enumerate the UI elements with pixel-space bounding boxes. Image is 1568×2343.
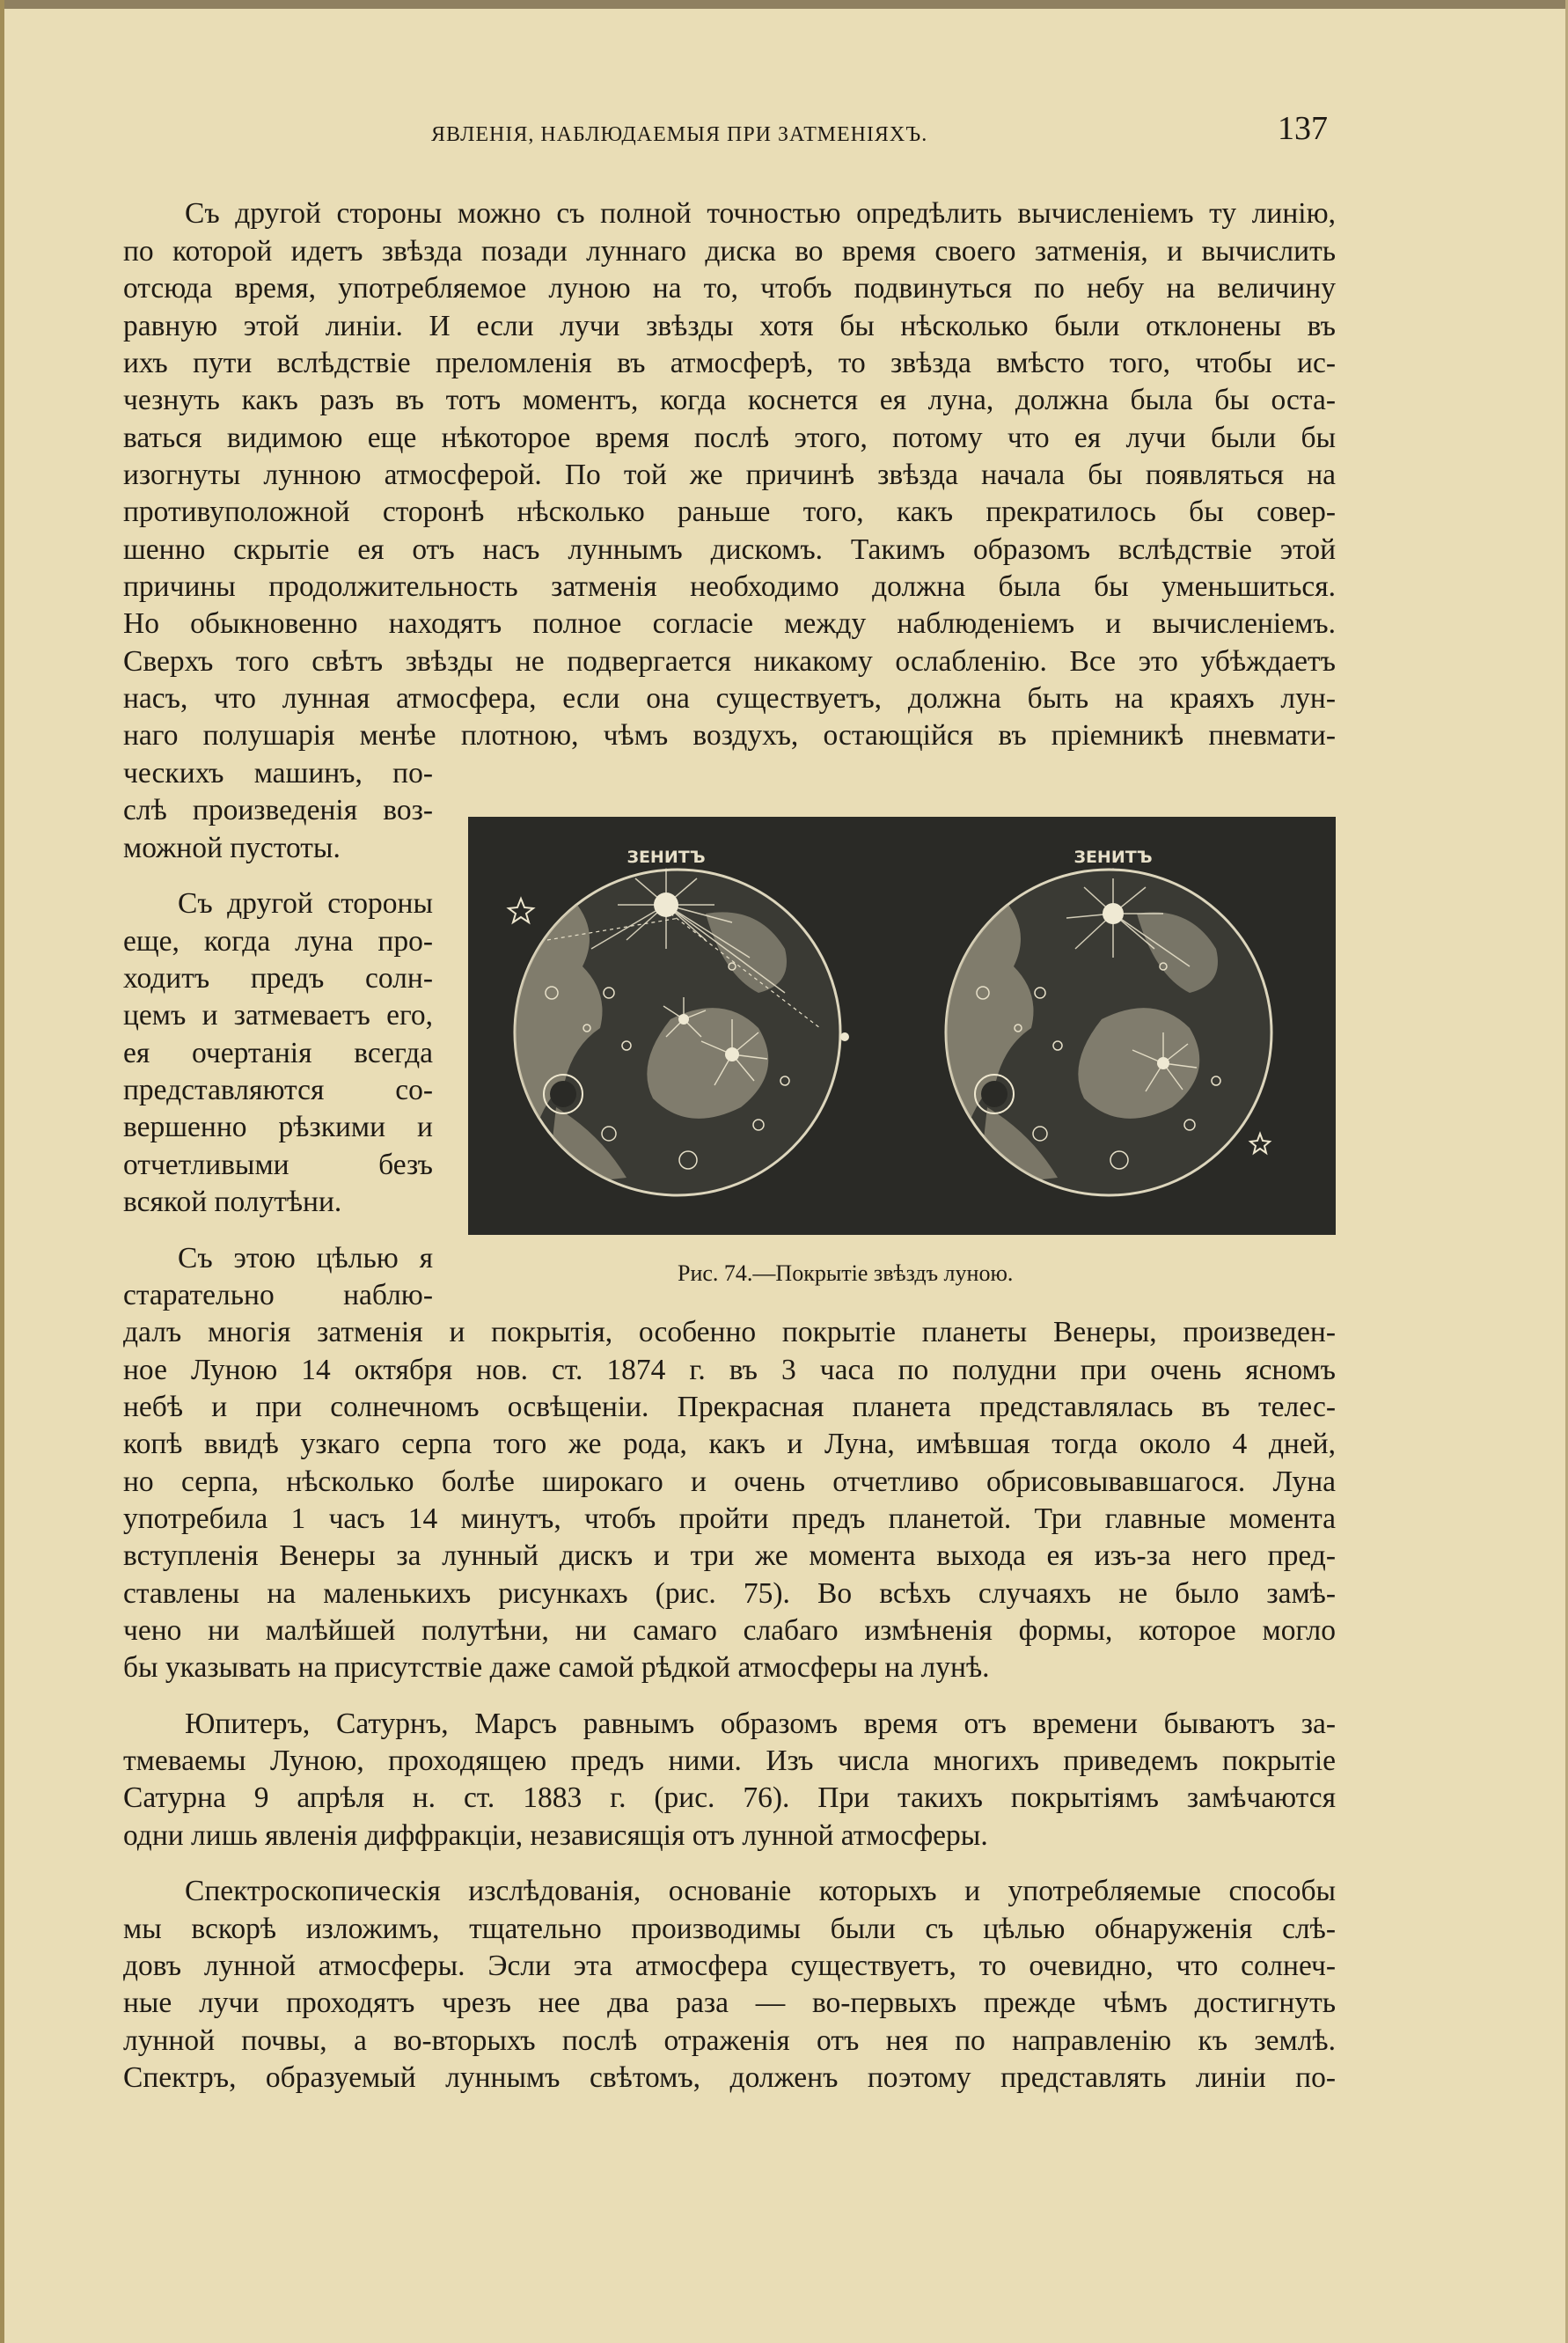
text-line: ея очертанія всегда (123, 1037, 433, 1069)
text-line: вступленія Венеры за лунный дискъ и три же момента выхода ея изъ-за него пред- (123, 1539, 1336, 1572)
text-line: слѣ произведенія воз- (123, 794, 433, 826)
text-line: ные лучи проходятъ чрезъ нее два раза — во-первыхъ прежде чѣмъ достигнуть (123, 1987, 1336, 2019)
page-edge-left (0, 0, 4, 2343)
text-line: чено ни малѣйшей полутѣни, ни самаго слабаго измѣненія формы, которое могло (123, 1614, 1336, 1647)
running-head: ЯВЛЕНІЯ, НАБЛЮДАЕМЫЯ ПРИ ЗАТМЕНІЯХЪ. (431, 123, 928, 146)
text-line: лунной почвы, а во-вторыхъ послѣ отраженія отъ нея по направленію къ землѣ. (123, 2024, 1336, 2057)
text-line: чезнуть какъ разъ въ тотъ моментъ, когда коснется ея луна, должна была бы оста- (123, 384, 1336, 416)
text-line: небѣ и при солнечномъ освѣщеніи. Прекрасная планета представлялась въ телес- (123, 1391, 1336, 1423)
text-line: всякой полутѣни. (123, 1186, 342, 1218)
text-line: далъ многія затменія и покрытія, особенно покрытіе планеты Венеры, произведен- (123, 1316, 1336, 1348)
text-line: одни лишь явленія диффракціи, независящія отъ лунной атмосферы. (123, 1819, 988, 1852)
text-line: равную этой линіи. И если лучи звѣзды хотя бы нѣсколько были отклонены въ (123, 310, 1336, 342)
text-line: цемъ и затмеваетъ его, (123, 999, 433, 1032)
text-line: копѣ ввидѣ узкаго серпа того же рода, какъ и Луна, имѣвшая тогда около 4 дней, (123, 1428, 1336, 1460)
page-number: 137 (1278, 110, 1328, 147)
text-line: Сатурна 9 апрѣля н. ст. 1883 г. (рис. 76). При такихъ покрытіямъ замѣчаются (123, 1781, 1336, 1814)
text-line: Сверхъ того свѣтъ звѣзды не подвергается никакому ослабленію. Все это убѣждаетъ (123, 645, 1336, 678)
text-line: довъ лунной атмосферы. Эсли эта атмосфера существуетъ, то очевидно, что солнеч- (123, 1950, 1336, 1982)
text-line: шенно скрытіе ея отъ насъ луннымъ дискомъ. Такимъ образомъ вслѣдствіе этой (123, 533, 1336, 566)
text-line: противуположной сторонѣ нѣсколько раньше того, какъ прекратилось бы совер- (123, 496, 1336, 528)
text-line: можной пустоты. (123, 832, 341, 864)
text-line: ходитъ предъ солн- (123, 962, 433, 995)
text-line: ческихъ машинъ, по- (123, 757, 433, 790)
text-line: Но обыкновенно находятъ полное согласіе между наблюденіемъ и вычисленіемъ. (123, 607, 1336, 640)
text-line: Юпитеръ, Сатурнъ, Марсъ равнымъ образомъ время отъ времени бываютъ за- (185, 1708, 1336, 1740)
figure-74-occultation (468, 817, 1336, 1235)
text-line: Съ другой стороны можно съ полной точностью опредѣлить вычисленіемъ ту линію, (185, 197, 1336, 230)
text-line: ставлены на маленькихъ рисункахъ (рис. 75). Во всѣхъ случаяхъ не было замѣ- (123, 1577, 1336, 1610)
text-line: тмеваемы Луною, проходящею предъ ними. Изъ числа многихъ приведемъ покрытіе (123, 1744, 1336, 1777)
text-line: ваться видимою еще нѣкоторое время послѣ этого, потому что ея лучи были бы (123, 422, 1336, 454)
text-line: бы указывать на присутствіе даже самой рѣдкой атмосферы на лунѣ. (123, 1651, 990, 1684)
text-line: еще, когда луна про- (123, 925, 433, 958)
text-line: Спектроскопическія изслѣдованія, основаніе которыхъ и употребляемые способы (185, 1875, 1336, 1907)
text-line: ное Луною 14 октября нов. ст. 1874 г. въ 3 часа по полудни при очень ясномъ (123, 1354, 1336, 1386)
text-line: отсюда время, употребляемое луною на то, чтобъ подвинуться по небу на величину (123, 272, 1336, 305)
text-line: Съ этою цѣлью я (178, 1242, 433, 1274)
text-line: причины продолжительность затменія необходимо должна была бы уменьшиться. (123, 570, 1336, 603)
figure-caption: Рис. 74.—Покрытіе звѣздъ луною. (678, 1260, 1014, 1286)
figure-74-drawing (468, 817, 1336, 1235)
text-line: ихъ пути вслѣдствіе преломленія въ атмосферѣ, то звѣзда вмѣсто того, чтобы ис- (123, 347, 1336, 379)
text-line: но серпа, нѣсколько болѣе широкаго и очень отчетливо обрисовывавшагося. Луна (123, 1465, 1336, 1498)
page-edge-top (0, 0, 1568, 9)
text-line: старательно наблю- (123, 1279, 433, 1311)
text-line: насъ, что лунная атмосфера, если она существуетъ, должна быть на краяхъ лун- (123, 682, 1336, 715)
text-line: употребила 1 часъ 14 минутъ, чтобъ пройти предъ планетой. Три главные момента (123, 1502, 1336, 1535)
zenith-label-right: ЗЕНИТЪ (1073, 848, 1153, 867)
text-line: мы вскорѣ изложимъ, тщательно производимы были съ цѣлью обнаруженія слѣ- (123, 1913, 1336, 1945)
text-line: наго полушарія менѣе плотною, чѣмъ воздухъ, остающійся въ пріемникѣ пневмати- (123, 719, 1336, 752)
text-line: по которой идетъ звѣзда позади луннаго диска во время своего затменія, и вычислить (123, 235, 1336, 268)
text-line: изогнуты лунною атмосферой. По той же причинѣ звѣзда начала бы появляться на (123, 459, 1336, 491)
text-line: Спектръ, образуемый луннымъ свѣтомъ, долженъ поэтому представлять линіи по- (123, 2061, 1336, 2094)
text-line: Съ другой стороны (178, 887, 433, 920)
text-line: представляются со- (123, 1074, 433, 1106)
text-line: вершенно рѣзкими и (123, 1111, 433, 1143)
text-line: отчетливыми безъ (123, 1149, 433, 1181)
zenith-label-left: ЗЕНИТЪ (626, 848, 706, 867)
